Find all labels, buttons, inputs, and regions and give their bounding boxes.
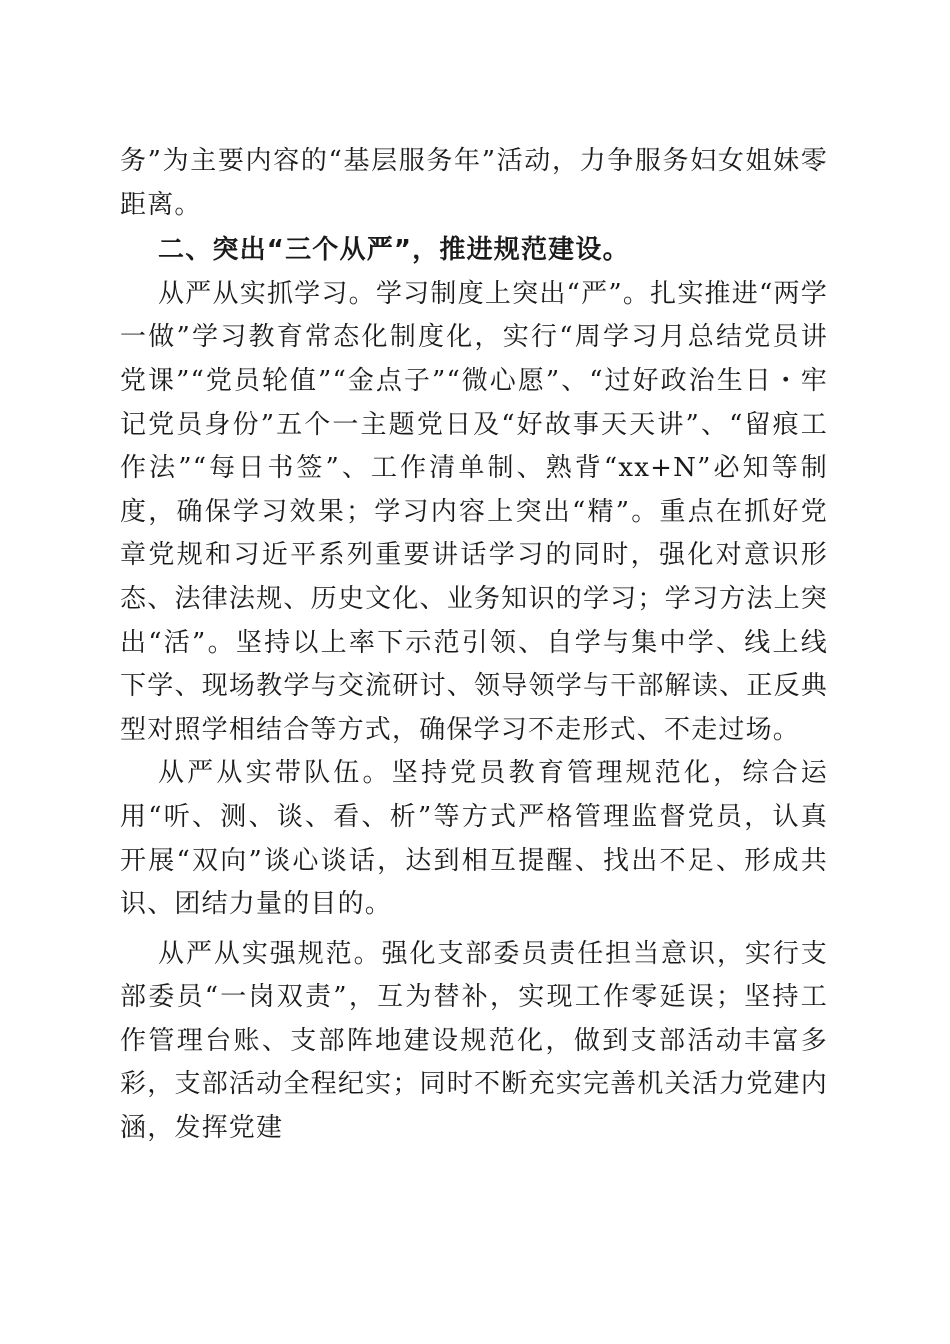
paragraph-study: 从严从实抓学习。学习制度上突出“严”。扎实推进“两学一做”学习教育常态化制度化，实行“周学习月总结党员讲党课”“党员轮值”“金点子”“微心愿”、“过好政治生日・牢记党员身份”五个一主题党日及“好故事天天讲”、“留痕工作法”“每日书签”、工作清单制、熟背“xx+N”必知等制度，确保学习效果；学习内容上突出“精”。重点在抓好党章党规和习近平系列重要讲话学习的同时，强化对意识形态、法律法规、历史文化、业务知识的学习；学习方法上突出“活”。坚持以上率下示范引领、自学与集中学、线上线下学、现场教学与交流研讨、领导领学与干部解读、正反典型对照学相结合等方式，确保学习不走形式、不走过场。: [120, 278, 828, 745]
paragraph-norms: 从严从实强规范。强化支部委员责任担当意识，实行支部委员“一岗双责”，互为替补，实现工作零延误；坚持工作管理台账、支部阵地建设规范化，做到支部活动丰富多彩，支部活动全程纪实；同时不断充实完善机关活力党建内涵，发挥党建: [120, 938, 828, 1144]
section-heading-2: 二、突出“三个从严”，推进规范建设。: [158, 235, 630, 266]
paragraph-team: 从严从实带队伍。坚持党员教育管理规范化，综合运用“听、测、谈、看、析”等方式严格管理监督党员，认真开展“双向”谈心谈话，达到相互提醒、找出不足、形成共识、团结力量的目的。: [120, 758, 828, 920]
paragraph-continuation: 务”为主要内容的“基层服务年”活动，力争服务妇女姐妹零距离。: [120, 146, 828, 220]
document-body: [120, 140, 828, 1151]
